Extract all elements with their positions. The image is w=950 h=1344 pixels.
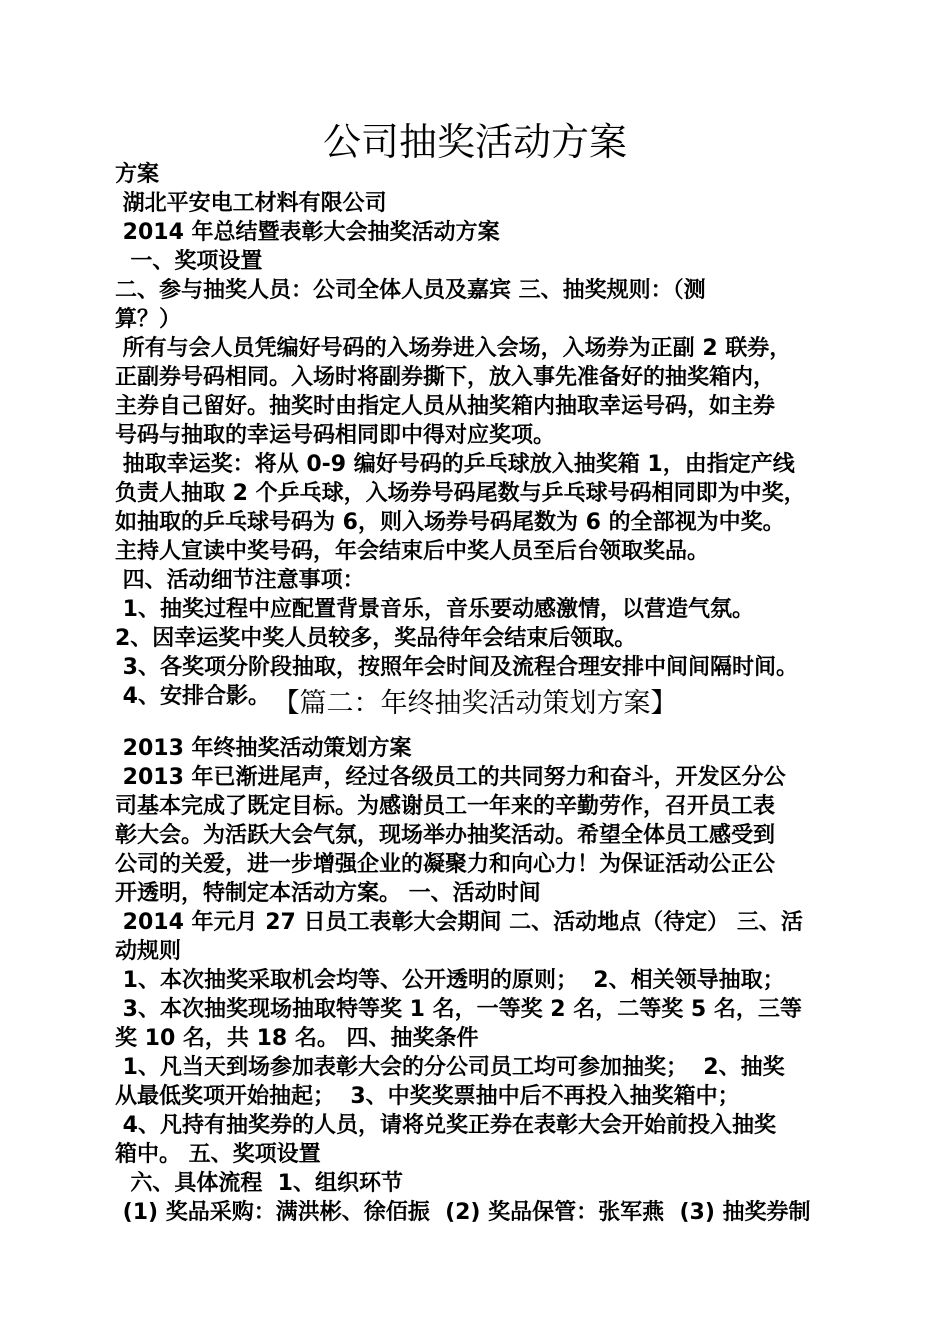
text-line: 1、抽奖过程中应配置背景音乐，音乐要动感激情，以营造气氛。 — [115, 597, 754, 622]
text-line: 开透明，特制定本活动方案。 一、活动时间 — [115, 881, 541, 906]
text-line: 公司的关爱，进一步增强企业的凝聚力和向心力！为保证活动公正公 — [115, 852, 776, 877]
text-line: 4、安排合影。 — [115, 684, 270, 709]
text-line: 所有与会人员凭编好号码的入场券进入会场，入场券为正副 2 联券， — [115, 336, 792, 361]
text-line: 主券自己留好。抽奖时由指定人员从抽奖箱内抽取幸运号码，如主券 — [115, 394, 776, 419]
text-line: 二、参与抽奖人员：公司全体人员及嘉宾 三、抽奖规则：（测 — [115, 278, 706, 303]
text-line: 彰大会。为活跃大会气氛，现场举办抽奖活动。希望全体员工感受到 — [115, 823, 776, 848]
text-line: 箱中。 五、奖项设置 — [115, 1142, 321, 1167]
text-line: 方案 — [115, 162, 160, 187]
text-line: 动规则 — [115, 939, 182, 964]
text-line: 2013 年已渐进尾声，经过各级员工的共同努力和奋斗，开发区分公 — [115, 765, 786, 790]
text-line: 4、凡持有抽奖券的人员，请将兑奖正券在表彰大会开始前投入抽奖 — [115, 1113, 776, 1138]
text-line: 奖 10 名，共 18 名。 四、抽奖条件 — [115, 1026, 479, 1051]
text-line: 从最低奖项开始抽起； 3、中奖奖票抽中后不再投入抽奖箱中； — [115, 1084, 740, 1109]
text-line: 负责人抽取 2 个乒乓球，入场券号码尾数与乒乓球号码相同即为中奖， — [115, 481, 806, 506]
text-line: 一、奖项设置 — [115, 249, 263, 274]
text-line: 1、凡当天到场参加表彰大会的分公司员工均可参加抽奖； 2、抽奖 — [115, 1055, 785, 1080]
section-one-body — [115, 160, 845, 711]
text-line: 六、具体流程 1、组织环节 — [115, 1171, 403, 1196]
text-line: 主持人宣读中奖号码，年会结束后中奖人员至后台领取奖品。 — [115, 539, 710, 564]
text-line: 号码与抽取的幸运号码相同即中得对应奖项。 — [115, 423, 556, 448]
text-line: 抽取幸运奖：将从 0-9 编好号码的乒乓球放入抽奖箱 1，由指定产线 — [115, 452, 795, 477]
text-line: 如抽取的乒乓球号码为 6，则入场券号码尾数为 6 的全部视为中奖。 — [115, 510, 785, 535]
text-line: 2014 年元月 27 日员工表彰大会期间 二、活动地点（待定） 三、活 — [115, 910, 803, 935]
text-line: 司基本完成了既定目标。为感谢员工一年来的辛勤劳作，召开员工表 — [115, 794, 776, 819]
text-line: 四、活动细节注意事项： — [115, 568, 365, 593]
text-line: 湖北平安电工材料有限公司 — [115, 191, 387, 216]
text-line: 2013 年终抽奖活动策划方案 — [115, 736, 412, 761]
text-line: 3、本次抽奖现场抽取特等奖 1 名，一等奖 2 名，二等奖 5 名，三等 — [115, 997, 802, 1022]
text-line: 算？） — [115, 307, 182, 332]
text-line: 2014 年总结暨表彰大会抽奖活动方案 — [115, 220, 500, 245]
text-line: 3、各奖项分阶段抽取，按照年会时间及流程合理安排中间间隔时间。 — [115, 655, 798, 680]
document-title: 公司抽奖活动方案 — [322, 120, 627, 164]
section-two-heading: 【篇二：年终抽奖活动策划方案】 — [272, 688, 678, 719]
text-line: 正副券号码相同。入场时将副券撕下，放入事先准备好的抽奖箱内， — [115, 365, 776, 390]
section-two-body — [115, 734, 845, 1227]
text-line: 2、因幸运奖中奖人员较多，奖品待年会结束后领取。 — [115, 626, 637, 651]
text-line: 1、本次抽奖采取机会均等、公开透明的原则； 2、相关领导抽取； — [115, 968, 785, 993]
text-line: (1) 奖品采购：满洪彬、徐佰振 (2) 奖品保管：张军燕 (3) 抽奖券制 — [115, 1200, 811, 1225]
